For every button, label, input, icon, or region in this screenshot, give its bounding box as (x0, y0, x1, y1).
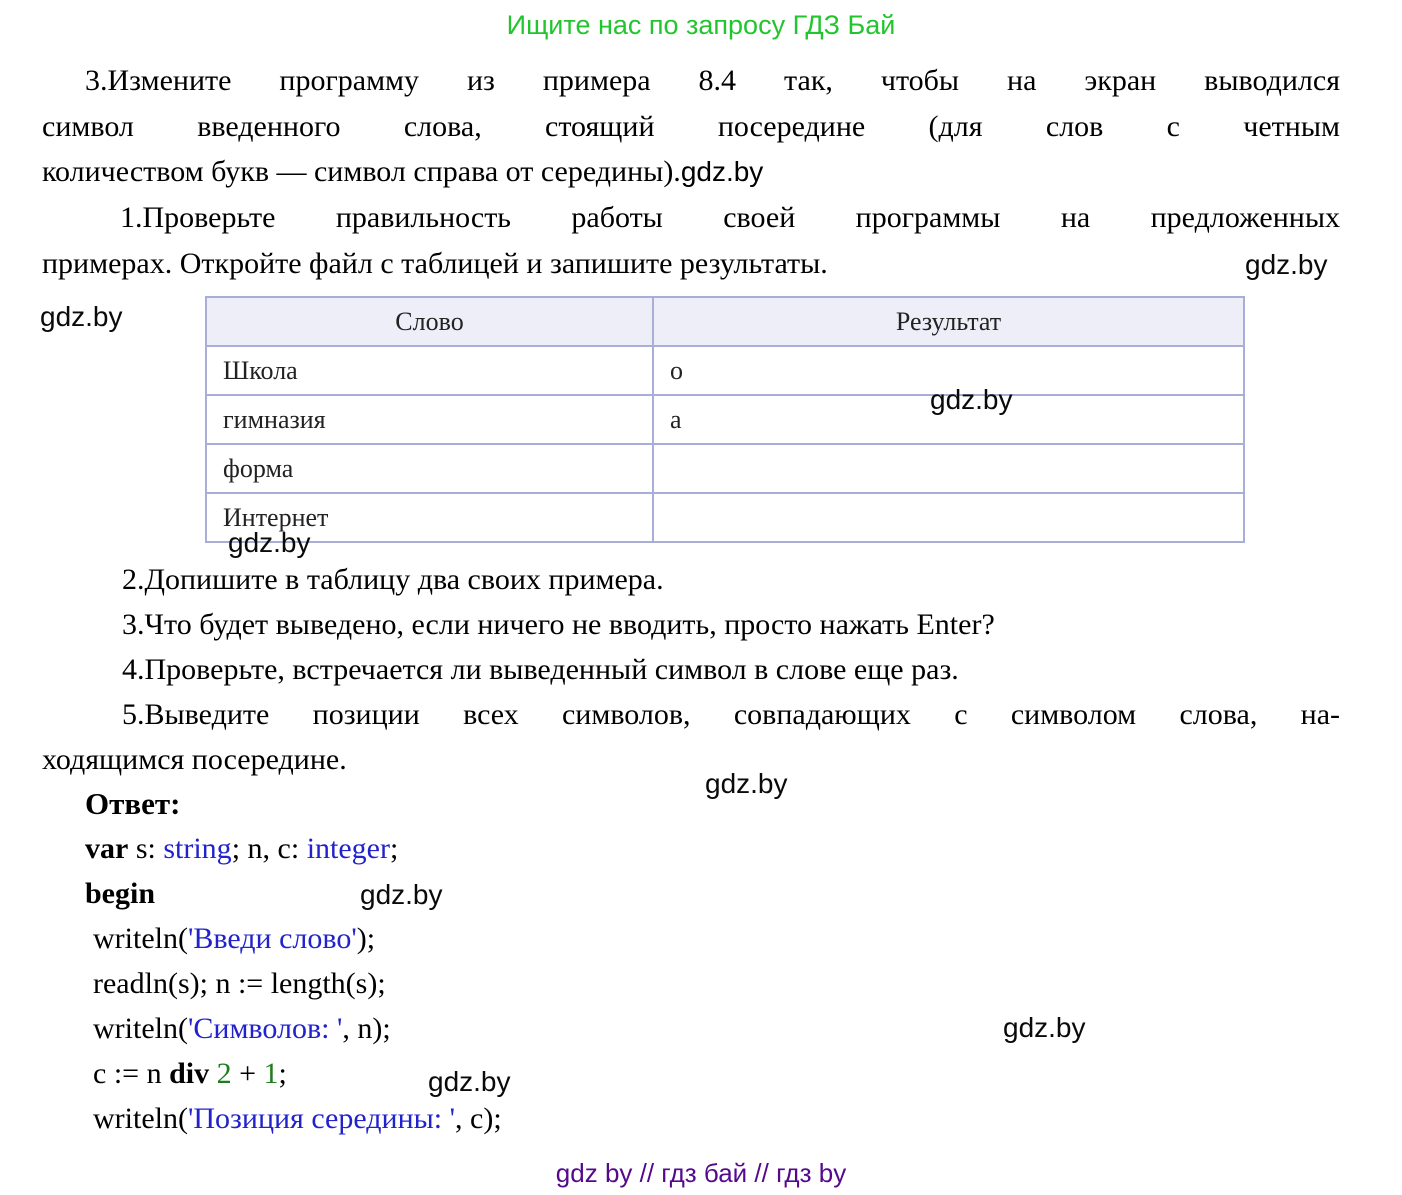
code-line-assign (93, 1055, 287, 1092)
answer-label: Ответ: (85, 786, 181, 821)
code-token: ; (278, 1057, 287, 1090)
table-cell-word: Интернет (206, 493, 653, 542)
code-token: begin (85, 877, 156, 910)
code-token: writeln( (93, 1102, 188, 1135)
table-cell-result: а (653, 395, 1244, 444)
code-token: writeln( (93, 1012, 188, 1045)
code-token: 'Позиция середины: ' (187, 1102, 456, 1135)
item-4: 4.Проверьте, встречается ли выведенный символ в слове еще раз. (122, 653, 959, 686)
code-token: c := n (93, 1057, 170, 1090)
table-cell-word: Школа (206, 346, 653, 395)
table-header-result: Результат (653, 297, 1244, 346)
code-token: ); (356, 922, 376, 955)
code-token: + (231, 1057, 264, 1090)
watermark-assign-line: gdz.by (428, 1066, 511, 1097)
item-3: 3.Что будет выведено, если ничего не вводить, просто нажать Enter? (122, 608, 995, 641)
code-token: 1 (263, 1057, 279, 1090)
item-2: 2.Допишите в таблицу два своих примера. (122, 563, 664, 596)
code-token: integer (306, 832, 390, 865)
watermark-table: gdz.by (930, 384, 1013, 415)
table-row (206, 395, 1244, 444)
code-token (209, 1057, 217, 1090)
watermark-begin: gdz.by (360, 879, 443, 910)
task3-line1: 3.Измените программу из примера 8.4 так, чтобы на экран выводился (85, 64, 1340, 97)
task3-line3-text: количеством букв — символ справа от середины). (42, 155, 681, 188)
table-row (206, 346, 1244, 395)
code-token: var (85, 832, 129, 865)
watermark-count-line: gdz.by (1003, 1012, 1086, 1043)
results-table (205, 296, 1245, 543)
promo-banner: Ищите нас по запросу ГДЗ Бай (506, 10, 896, 40)
table-cell-result (653, 444, 1244, 493)
code-line-writeln-prompt (93, 920, 375, 957)
code-line-readln (93, 965, 386, 1002)
code-token: readln(s); n := length(s); (93, 967, 386, 1000)
code-token: div (169, 1057, 210, 1090)
watermark-inline: gdz.by (680, 156, 764, 187)
table-row (206, 444, 1244, 493)
table-cell-result (653, 493, 1244, 542)
code-token: ; (389, 832, 399, 865)
code-line-begin (85, 875, 155, 912)
table-header-word: Слово (206, 297, 653, 346)
code-token: ; n, c: (231, 832, 307, 865)
code-token: , n); (342, 1012, 391, 1045)
code-token: , c); (455, 1102, 502, 1135)
code-token: s: (128, 832, 164, 865)
code-line-writeln-middle (93, 1100, 502, 1137)
item-5-line2: ходящимся посередине. (42, 743, 347, 776)
table-cell-word: гимназия (206, 395, 653, 444)
code-token: 'Введи слово' (187, 922, 357, 955)
table-row (206, 493, 1244, 542)
code-token: writeln( (93, 922, 188, 955)
task1-line2: примерах. Откройте файл с таблицей и запишите результаты. (42, 247, 828, 280)
code-token: 2 (216, 1057, 232, 1090)
task3-line3 (42, 153, 763, 190)
footer-watermark: gdz by // гдз бай // гдз by (555, 1158, 847, 1188)
code-token: 'Символов: ' (187, 1012, 343, 1045)
watermark-below-table: gdz.by (228, 527, 311, 558)
table-cell-word: форма (206, 444, 653, 493)
code-token: string (163, 832, 232, 865)
table-header-row (206, 297, 1244, 346)
watermark-left: gdz.by (40, 301, 123, 332)
item-5-line1: 5.Выведите позиции всех символов, совпадающих с символом слова, на- (122, 698, 1340, 731)
table-cell-result: о (653, 346, 1244, 395)
watermark-mid: gdz.by (705, 768, 788, 799)
code-line-writeln-count (93, 1010, 391, 1047)
watermark-task1: gdz.by (1245, 249, 1328, 280)
code-line-var (85, 830, 398, 867)
task1-line1: 1.Проверьте правильность работы своей программы на предложенных (120, 201, 1340, 234)
task3-line2: символ введенного слова, стоящий посередине (для слов с четным (42, 110, 1340, 143)
